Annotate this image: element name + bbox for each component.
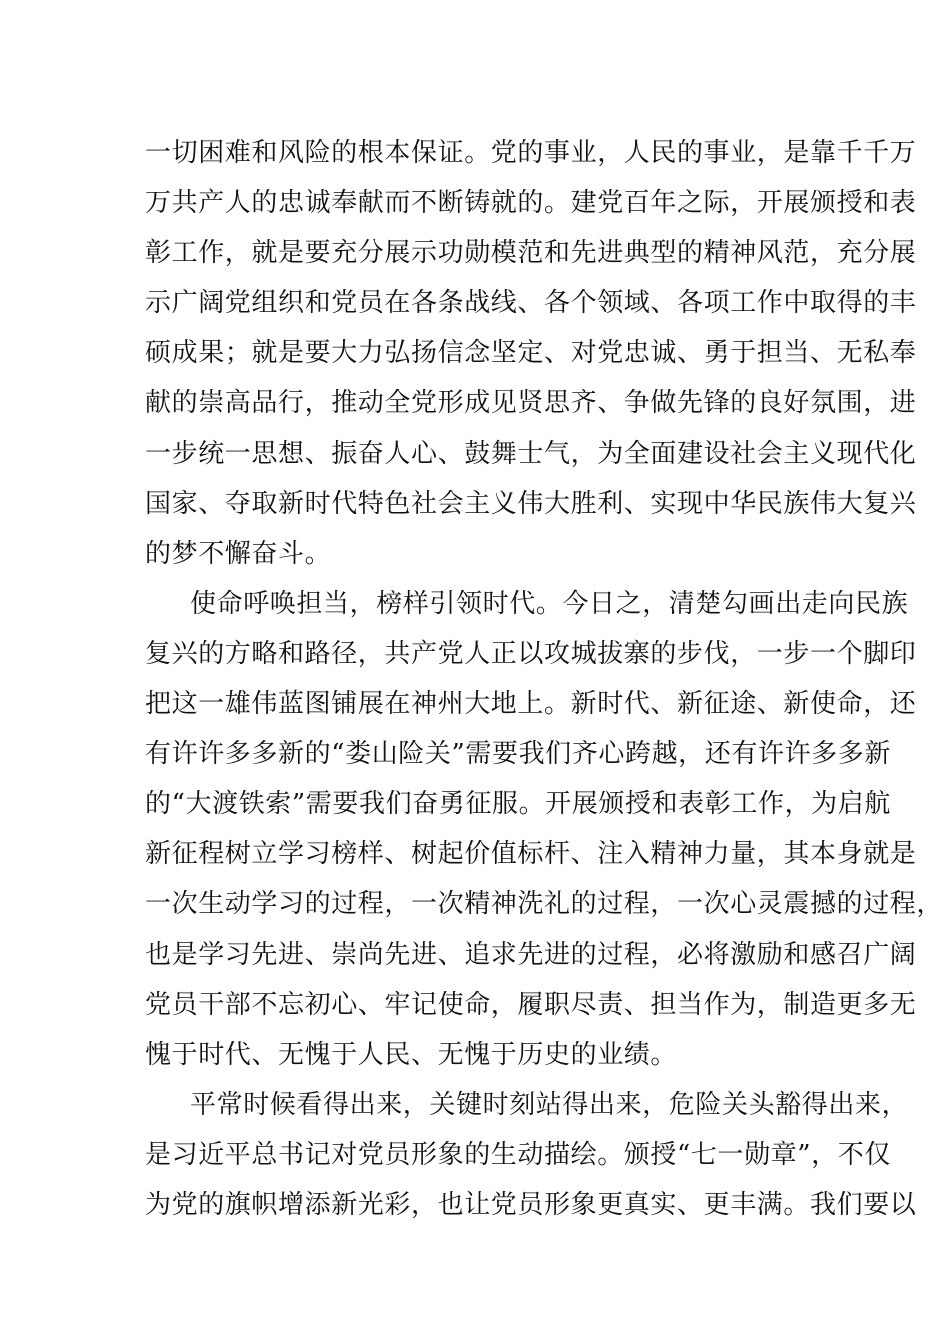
text-line: 新征程树立学习榜样、树起价值标杆、注入精神力量，其本身就是 xyxy=(145,839,917,870)
paragraph-1 xyxy=(145,128,917,579)
text-line: 国家、夺取新时代特色社会主义伟大胜利、实现中华民族伟大复兴 xyxy=(145,488,917,519)
text-line: 也是学习先进、崇尚先进、追求先进的过程，必将激励和感召广阔 xyxy=(145,939,917,970)
text-line: 彰工作，就是要充分展示功勋模范和先进典型的精神风范，充分展 xyxy=(145,238,917,269)
text-line: 一切困难和风险的根本保证。党的事业，人民的事业，是靠千千万 xyxy=(145,138,917,168)
text-line: 为党的旗帜增添新光彩，也让党员形象更真实、更丰满。我们要以 xyxy=(145,1189,917,1220)
text-line: 的梦不懈奋斗。 xyxy=(145,538,332,569)
text-line: 示广阔党组织和党员在各条战线、各个领域、各项工作中取得的丰 xyxy=(145,288,917,319)
text-line: 把这一雄伟蓝图铺展在神州大地上。新时代、新征途、新使命，还 xyxy=(145,689,917,720)
text-line: 的“大渡铁索”需要我们奋勇征服。开展颁授和表彰工作，为启航 xyxy=(145,789,891,820)
text-line: 有许许多多新的“娄山险关”需要我们齐心跨越，还有许许多多新 xyxy=(145,739,891,770)
text-line: 使命呼唤担当，榜样引领时代。今日之，清楚勾画出走向民族 xyxy=(190,588,909,619)
text-line: 平常时候看得出来，关键时刻站得出来，危险关头豁得出来， xyxy=(190,1089,909,1120)
body-text xyxy=(145,128,944,1230)
text-line: 复兴的方略和路径，共产党人正以攻城拔寨的步伐，一步一个脚印 xyxy=(145,638,917,669)
text-line: 是习近平总书记对党员形象的生动描绘。颁授“七一勋章”，不仅 xyxy=(145,1139,891,1170)
text-line: 万共产人的忠诚奉献而不断铸就的。建党百年之际，开展颁授和表 xyxy=(145,188,917,219)
text-line: 愧于时代、无愧于人民、无愧于历史的业绩。 xyxy=(145,1039,678,1070)
paragraph-2 xyxy=(145,579,944,1080)
text-line: 献的崇高品行，推动全党形成见贤思齐、争做先锋的良好氛围，进 xyxy=(145,388,917,419)
text-line: 党员干部不忘初心、牢记使命，履职尽责、担当作为，制造更多无 xyxy=(145,989,917,1020)
paragraph-3 xyxy=(145,1080,917,1230)
text-line: 一步统一思想、振奋人心、鼓舞士气，为全面建设社会主义现代化 xyxy=(145,438,917,469)
text-line: 硕成果；就是要大力弘扬信念坚定、对党忠诚、勇于担当、无私奉 xyxy=(145,338,917,369)
text-line: 一次生动学习的过程，一次精神洗礼的过程，一次心灵震撼的过程， xyxy=(145,889,944,920)
